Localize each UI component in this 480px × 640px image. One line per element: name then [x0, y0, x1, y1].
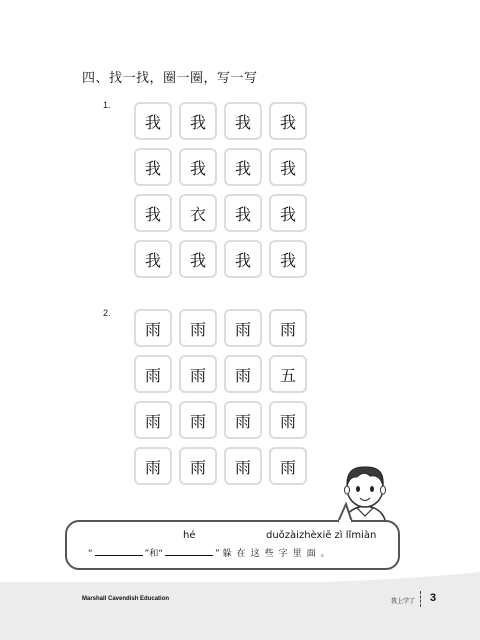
char-cell[interactable]: 我 [269, 194, 307, 232]
char-cell[interactable]: 我 [179, 240, 217, 278]
char-cell[interactable]: 我 [134, 194, 172, 232]
char-cell[interactable]: 雨 [134, 355, 172, 393]
pinyin-rest: duǒzàizhèxiē zì lǐmiàn [266, 530, 377, 541]
char-cell[interactable]: 我 [134, 102, 172, 140]
prompt-sentence [88, 546, 335, 559]
footer-separator [420, 591, 421, 607]
sentence-rest: 躲在这些字里面。 [222, 549, 335, 559]
pinyin-he: hé [183, 530, 196, 541]
char-cell[interactable]: 雨 [179, 401, 217, 439]
char-cell[interactable]: 雨 [269, 447, 307, 485]
char-cell[interactable]: 雨 [134, 401, 172, 439]
book-name: 我上学了 [391, 598, 416, 605]
char-cell[interactable]: 我 [224, 148, 262, 186]
char-cell[interactable]: 雨 [179, 309, 217, 347]
he-char: 和 [149, 549, 159, 559]
answer-blank-2[interactable] [165, 547, 213, 556]
char-cell[interactable]: 我 [269, 102, 307, 140]
close-quote-2: ” [215, 549, 220, 559]
char-cell[interactable]: 雨 [224, 309, 262, 347]
char-cell[interactable]: 我 [224, 240, 262, 278]
close-quote-1: ” [144, 549, 150, 559]
footer-band [0, 572, 480, 640]
char-cell[interactable]: 我 [224, 102, 262, 140]
char-cell[interactable]: 雨 [179, 355, 217, 393]
char-cell[interactable]: 雨 [134, 309, 172, 347]
char-cell[interactable]: 雨 [224, 401, 262, 439]
char-cell[interactable]: 我 [269, 240, 307, 278]
char-cell[interactable]: 雨 [269, 309, 307, 347]
exercise-1-number: 1. [103, 100, 111, 110]
open-quote-1: “ [88, 549, 93, 559]
char-cell[interactable]: 雨 [224, 355, 262, 393]
section-title: 四、找一找，圈一圈，写一写 [82, 71, 258, 86]
speech-bubble [65, 520, 400, 570]
page-number: 3 [430, 592, 437, 604]
char-cell[interactable]: 我 [179, 102, 217, 140]
publisher-name: Marshall Cavendish Education [82, 596, 170, 602]
exercise-2-number: 2. [103, 308, 111, 318]
char-cell[interactable]: 我 [134, 148, 172, 186]
open-quote-2: “ [158, 549, 164, 559]
exercise-1-grid [134, 102, 307, 278]
exercise-2-grid [134, 309, 307, 485]
char-cell[interactable]: 我 [224, 194, 262, 232]
char-cell[interactable]: 雨 [224, 447, 262, 485]
speech-bubble-tail [336, 502, 358, 524]
answer-blank-1[interactable] [95, 547, 143, 556]
char-cell[interactable]: 五 [269, 355, 307, 393]
char-cell[interactable]: 雨 [269, 401, 307, 439]
char-cell[interactable]: 我 [269, 148, 307, 186]
char-cell[interactable]: 雨 [134, 447, 172, 485]
char-cell[interactable]: 我 [179, 148, 217, 186]
char-cell[interactable]: 衣 [179, 194, 217, 232]
char-cell[interactable]: 我 [134, 240, 172, 278]
char-cell[interactable]: 雨 [179, 447, 217, 485]
